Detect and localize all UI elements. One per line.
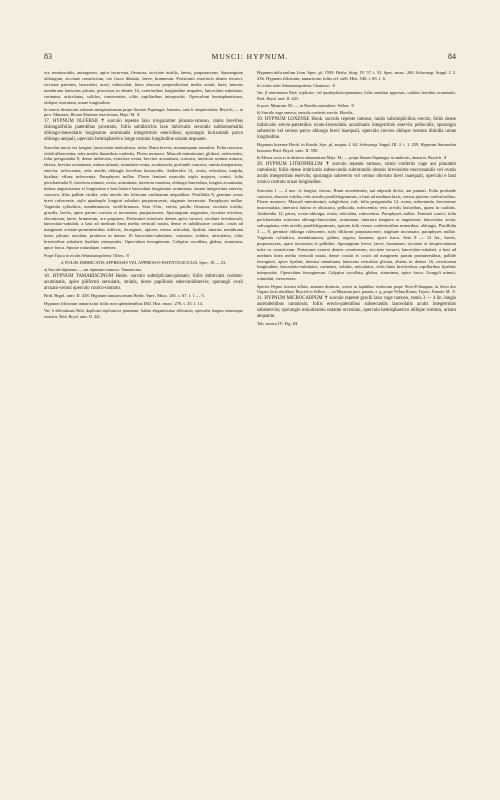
description-paragraph: Tab. nostra IV. Fig. III. <box>257 321 299 327</box>
species-heading: 19. HYPNUM LOXENSE Hook. surculo repente ramoso, ramis subsimplicibus erectis; foliis dense imbricatis erecto-patentibus ovato-lanceolatis acuminatis integerrimis enerviis pellucidis; sporangio suberecto vel cernuo parvo oblongo brevi inaequali, operculo conveo oblique rostrato dimidia urnae longitudine. <box>257 116 456 140</box>
right-page-number: 84 <box>448 52 456 61</box>
right-column <box>257 70 456 752</box>
left-column <box>44 70 243 752</box>
description-paragraph: Hypnum delicatulum Linn. Spec. pl. 1599. Hedw. Stirp. IV. 57. t. 33. Spec. musc. 260. Schwaegr. Suppl. I. 2. 236. Hypnum filicinum, tamariscini foliis rel. stell. Hist. 546. t. 83. f. 6. <box>257 70 456 81</box>
running-header <box>44 52 456 66</box>
species-heading: 18. HYPNUM TAMARISCINUM Hedw. surculo subtripliciato-pinnato; foliis imbricatis cordato-acuminatis, apice piliformi serrulatis, striatis, dorso papillosis subevanidinervis; sporangii ovali arcuato-cernui operculo conico-rostrato. <box>44 274 243 291</box>
locality-note: Var. β tenerrimum Brid. triplicato- vel quadriplicato-pinnatum; foliis omnibus approssis, caulinis brevibus acuminatis. Brid. Bryol. univ. II. 443. <box>257 90 456 101</box>
description-paragraph: Surculus 1 — 2 unc. et longior, fuscus. Rami ascendentes, aut adpositi divisi, aut pinnati. Folia profunde concava, obscure viridia; retis areolis parallelogrammis, a basi ad medium laxis, versus apicem confertioribus. Flores monoeci. Masculi minutissimi, subglobosi, rufi; folia perigonialia 12, ovata, subrotunda, brevissime mucronulata; interiora latiora et obtusiora, pellucida, rufescentia; retis areolis laxioribus, quam in caulinis. Antheridia 12, parva, ovato-oblonga, ovata, reticulata, rufescentia. Paraphyses nullae. Feminei conici; folia perichaetialia exteriora oblongo-lanceolata, acuminata, interiora longiora et angustiora, lanceolata, acuta, subvaginata; retis areolis parallelogrammis, apicem folii versus confertioribus minoribus, oblongis. Pistillidia 3 — 8, germine oblongo rufescente, stylo filiformi purpurascente, stigmate incrassato; paraphyses nullae. Vaginula cylindrica, membranacea, glabra, rugosa, brunnea, apice fusca. Seta 8 — 12 lin., laevis, purpurascens, apice incrassata et pallidior. Sporangium breve, laeve, brunneum, siccitate et deoperculatum infra os constrictum. Peristomii externi dentes conniventes, siccitate incurvi, lanceolato-subulati, a basi ad medium linea media verticali notati, dense costati et costis ad marginem parum prominentibus, pallide ferruginei, apice hyalini; interius membrana latescens reticulata plicata, abiens in dentes 16, exteriorum longitudine, lanceolato-subulatos, carinatos, solidos, articulatos, ciliis binis brevioribus capillaribus hyalinis interpositis. Operculum ferrugineum. Calyptra cucullata, glabra, straminea, apice fusca. Gongyli minuti, rotundati, virescentes. <box>257 187 456 282</box>
description-paragraph: Surculus uncia vix longior, fasciculato-radiculosus, rufus. Rami breves, nonnunquam ramulosi. Folia concava, viridi-albescentia, retis areolis linearibus confertis. Flores monoeci. Masculi minutissimi, globosi, rufescentes; folia perigonialia 8, dense imbricata, exteriora ovata, breviter acuminata, concava, interiora semina minora, latiora, brevius acuminata, intima minuta, rotundato-ovata, acutiuscula, profunde concava, omnia integerrima, enervia, rufescentia; retis areolis oblongis brevibus laxiusculis. Antheridia 12, ovata, reticulata, turgida, hyalina; effusa rufescentia. Paraphyses nullae. Flores feminei masculis triplo majores, conici; folia perichaetialia 8, exteriora minuta, ovata, acuminata, interiora maxima, oblongo-lanceolata, longius acuminata, intima angustissima et longissima e basi latiore lanceolata longissime acuminata; omnia integerrima enervia, concava, filiis pallide viridia, retis areolis his foliorum caulinarum aequalibus. Pistillidia 8, germine ovato brevi rufescente, stylo quadruplo longiori subulato purpurascente, stigmate incrassato. Paraphyses nullae. Vaginula cylindrica, membranacea, viridi-brunnea. Seta 3-lin., erecta, paullo flexuosa, siccitate tortilis, gracilis, laevis, apice parum curvata et incrassata, purpurascens. Sporangium angustum, siccitate erectum, obconicum, laeve, brunneum, ore purpureo. Peristomii exterioris dentes apice incurvi, siccitate erectiusculi, lanceolato-subulati, a basi ad medium linea media verticali notati, dense et subtilissime costati, costis ad marginem cristato-prominentibus inflexis, ferruginei, apicem versus articulati, hyalini; interius membrana lutea, plicata, areolata, producta in dentes 16 lanceolato-subulatos, carinatos, solidos, articulatos, ciliis brevioribus subulatis hyalinis interpositis. Operculum ferrugineum. Calyptra cucullata, glabra, straminea, apice fusca. Sporae rotundatae, virentes. <box>44 144 243 251</box>
locality-note: In ricinis arbis Sebastianopolensi: Chamisso. ♃ <box>257 83 336 89</box>
locality-note: Var. δ deliculatum Brid. duplicato-triplicatove pinnatum, habitu elegantissimo delicatulo, operculis longius tenuiusque rostratis. Brid. Bryol. univ. II. 441. <box>44 308 243 319</box>
left-page-number: 83 <box>44 52 52 61</box>
text-columns <box>44 70 456 752</box>
section-heading: 4. FOLIIS IMBRICATIS APPRESSIS VEL APPRESSO-PATENTIUSCULIS. Spec. 18 — 23. <box>60 259 227 265</box>
running-title: MUSCI: HYPNUM. <box>211 52 289 61</box>
locality-note: Prope Tijuca in rivulis Sebastianopolensi: Olfers. ♃ <box>44 252 130 258</box>
species-heading: 17. HYPNUM OLFERSII ✝ surculo repente laxo irregulariter pinnato-ramoso, ramis brevibus oblongatifoliis patentibus prostratis; foliis subdistichis laxe imbricatis secundis subhomomallis oblongo-lanceolatis longissime acuminatis integerrimis enerviibus; sporangio horizontali parvo oblongo aequali, operculo hemisphaerico longe rostrato longitudine urnam aequante. <box>44 119 243 143</box>
locality-note: In Missia socia et in districtu adamantium Majo: M.; — prope flumen Papanagor in umbrosis, Januario: Beyrich. ♃ <box>257 155 447 161</box>
description-paragraph: Brid. Brgol. univ. II. 438. Hypnum tamariscinum Hedw. Spec. Musc. 261. t. 67. f. 1 — 5. <box>44 293 205 299</box>
description-paragraph: vix semiuncialis, autargeneo, apice incurvata, flexuosa, siccitate tortilis, laevis, purpurascens. Sporangium oblongum, siccitate constrictum, ore fusco dilatato, laeve, brunneum. Peristomii exterioris dentes incurvi, siccitate patentes, lanceolati, acuti, trabeculati, lineo obscura perpendiculari medio notati, lutei; interius membrana latescens plicata, processus in dentes 16, exterioribus longitudine aequales, lanceolato-subulatus, carinatus, articulatus, solidos, conniventes, ciliis capillaribus interpositis. Operculum hemisphaericum, oblique rostratum, urnae longitudine. <box>44 70 243 105</box>
species-heading: 20. HYPNUM LITHOPHILUM ✝ surculo repente ramoso, ramis confertis vage aut pinnatim ramulosis; foliis dense imbricatis subsecundis subrotundis obtusis brevissime mucronatulis vel ovatis acutis integerrimis enerviis; sporangio suberecto vel cernuo obovato brevi inaequali, operculo e basi conico rostrato urnae longitudine. <box>257 162 456 186</box>
locality-note: Species Hypno loxensi affinis, attamen distincta, crescit in lapidibus rivulorum prope Novo-Friburgum, in Serra dos Orgaos locis similibus: Beyrich et Sellow; — in Minarum prov. passim, e. g. prope Villam Ricam, Tejuco, Fanado: M. ♃ <box>257 283 456 295</box>
locality-note: b) Surculo vage ramoso; ramulis confertis erectis. Morelia. <box>257 109 354 115</box>
species-heading: 21. HYPNUM MICROCARPUM ✝ surculo repente gracili laxo vage ramoso, ramis 3 — 4 lin. longis ascendentibus ramulosis; foliis erecto-patentibus subsecundis lanceolatis acutis integerrimis subenerviis; sporangio minutissimo nutante urceolato, operculo hemisphaerico oblique rostrato, urnam aequante. <box>257 296 456 319</box>
locality-note: a) Surculo bipinnato — aut tripinnato-ramoso. Tamariscina. <box>44 267 142 273</box>
description-paragraph: Hypnum filicinum tamariscini foliis non splendentibus Dill. Hist. musc. 276. t. 35. f. 14. <box>44 300 204 306</box>
locality-note: In truncis detruncatis arborum antiquissimarum prope fluvium Papanagor, Januario, cum fr. deoperculatis: Beyrich; — in prov. Minarum, Bicuan Martiano interiectam, Majo: M. ♃ <box>44 107 243 118</box>
locality-note: In prov. Minarum: M.; — in Brasilia australiore: Sellow. ♃ <box>257 102 355 108</box>
description-paragraph: Hypnum loxense Hook. in Kunth. Syn. pl. aequin. I. 62. Schwaegr. Suppl. III. 2. t. 1. 259. Hypnum Sternodon laxensis Brid. Bryol. univ. II. 590. <box>257 142 456 153</box>
